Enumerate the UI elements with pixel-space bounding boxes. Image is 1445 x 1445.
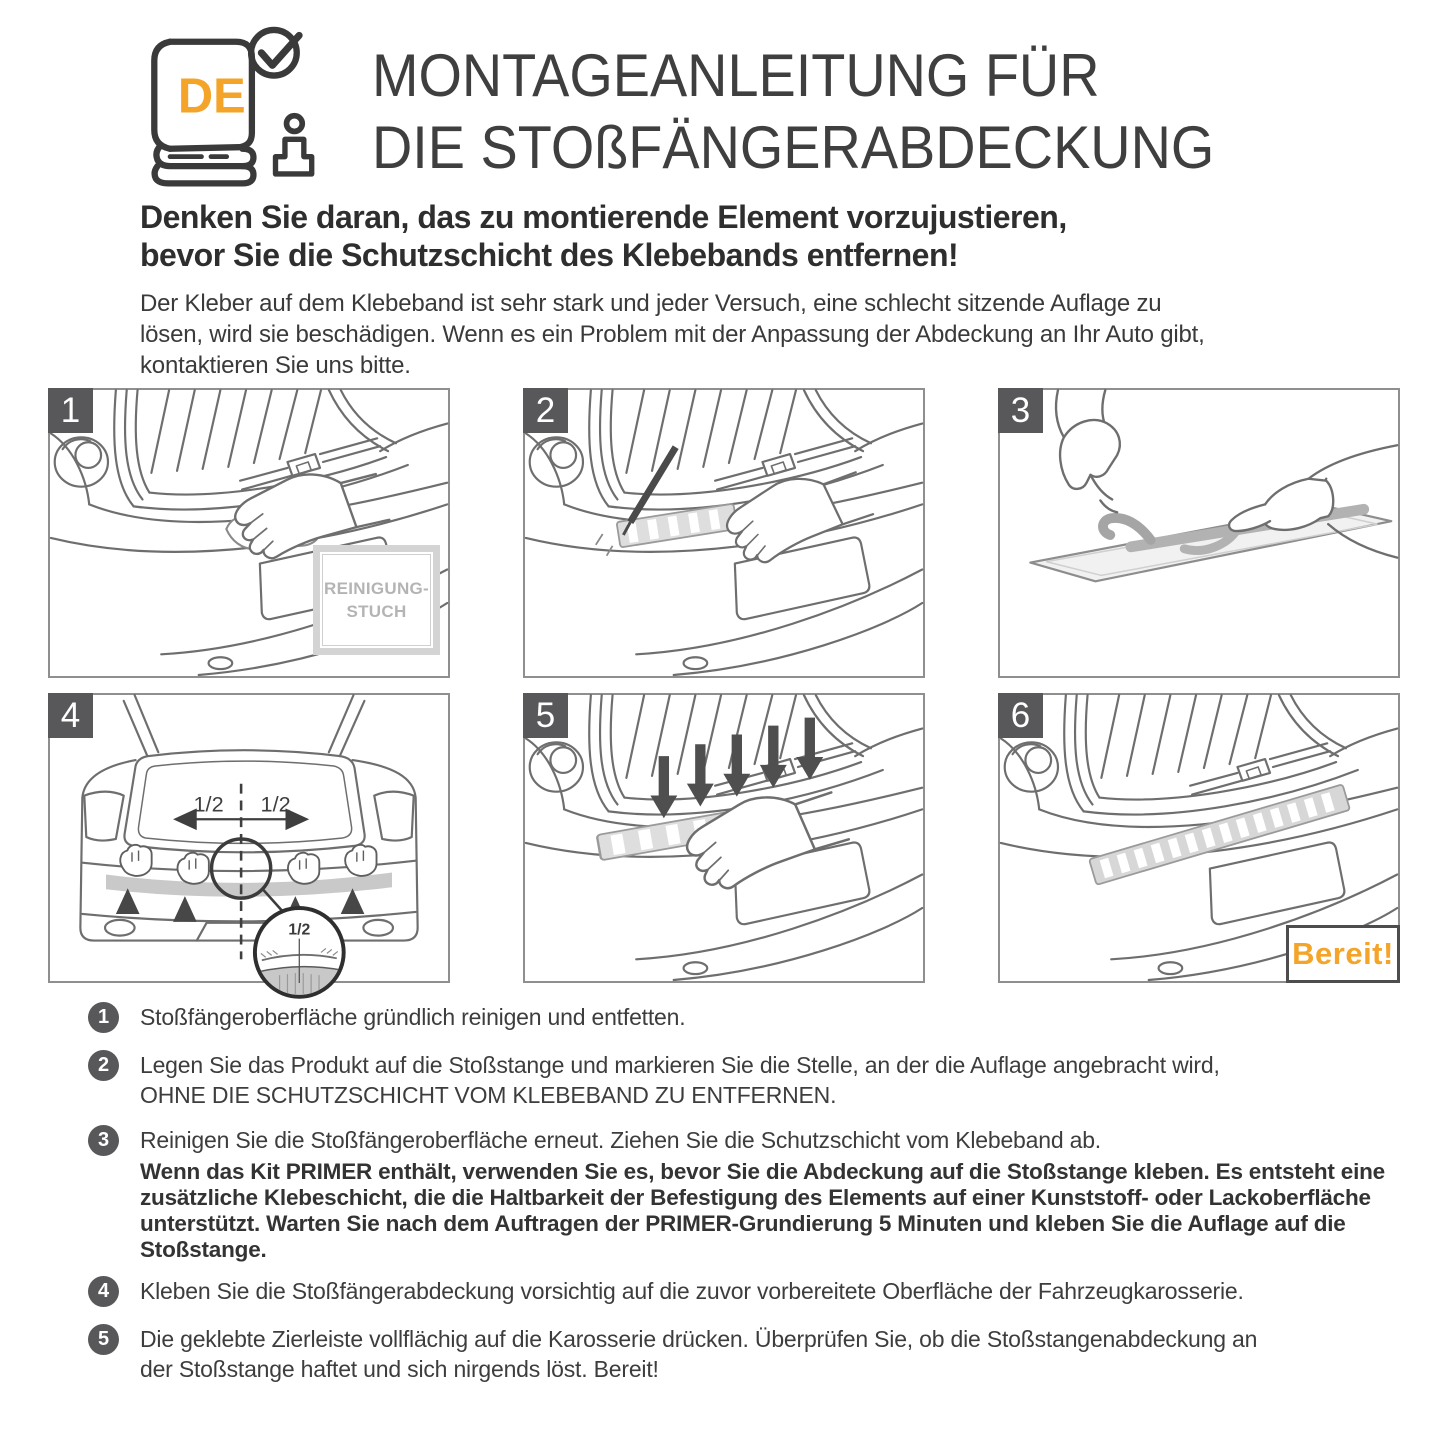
step-number-badge: 4 bbox=[88, 1276, 119, 1307]
step-text bbox=[140, 1125, 1390, 1263]
cleaning-cloth-label-line1: REINIGUNG- bbox=[324, 579, 429, 598]
intro-line3: kontaktieren Sie uns bitte. bbox=[140, 352, 411, 379]
primer-note: Wenn das Kit PRIMER enthält, verwenden Sie es, bevor Sie die Abdeckung auf die Stoßstange kleben. Es entsteht eine zusätzliche Klebeschicht, die die Haltbarkeit der Befestigung des Elements auf einer Kunststoff- oder Lackoberfläche unterstützt. Warten Sie nach dem Auftragen der PRIMER-Grundierung 5 Minuten und kleben Sie die Auflage auf die Stoßstange. bbox=[140, 1159, 1385, 1262]
panel-step-6 bbox=[998, 693, 1400, 983]
warning-text bbox=[140, 198, 1067, 274]
step-text: Die geklebte Zierleiste vollflächig auf die Karosserie drücken. Überprüfen Sie, ob die Stoßstangenabdeckung an der Stoßstange haftet und sich nirgends löst. Bereit! bbox=[140, 1326, 1258, 1382]
manual-book-icon bbox=[138, 26, 328, 196]
page-title-line2: DIE STOßFÄNGERABDECKUNG bbox=[372, 114, 1215, 181]
lang-code-label: DE bbox=[177, 69, 246, 124]
peel-tape-illustration bbox=[1000, 390, 1398, 676]
mark-position-illustration bbox=[525, 390, 923, 676]
panel-step-1 bbox=[48, 388, 450, 678]
step-item-3 bbox=[88, 1125, 1398, 1263]
cleaning-cloth-label-line2: STUCH bbox=[346, 602, 407, 621]
half-right-label: 1/2 bbox=[260, 791, 291, 817]
intro-line1: Der Kleber auf dem Klebeband ist sehr stark und jeder Versuch, eine schlecht sitzende Auflage zu bbox=[140, 290, 1162, 317]
warning-line2: bevor Sie die Schutzschicht des Klebebands entfernen! bbox=[140, 237, 959, 273]
panel-step-4 bbox=[48, 693, 450, 983]
magnifier-half-label: 1/2 bbox=[288, 921, 311, 939]
panel-number-badge: 6 bbox=[998, 693, 1043, 738]
center-alignment-illustration bbox=[50, 695, 448, 981]
step-text-line: Legen Sie das Produkt auf die Stoßstange und markieren Sie die Stelle, an der die Auflage angebracht wird, bbox=[140, 1052, 1220, 1078]
panel-step-5 bbox=[523, 693, 925, 983]
step-text-caps: OHNE DIE SCHUTZSCHICHT VOM KLEBEBAND ZU ENTFERNEN. bbox=[140, 1082, 837, 1108]
step-text: Stoßfängeroberfläche gründlich reinigen und entfetten. bbox=[140, 1004, 686, 1030]
intro-paragraph bbox=[140, 288, 1205, 381]
intro-line2: lösen, wird sie beschädigen. Wenn es ein Problem mit der Anpassung der Abdeckung an Ihr Auto gibt, bbox=[140, 321, 1205, 348]
panel-number-badge: 5 bbox=[523, 693, 568, 738]
half-left-label: 1/2 bbox=[193, 791, 224, 817]
step-item-4 bbox=[88, 1276, 1398, 1307]
step-number-badge: 1 bbox=[88, 1002, 119, 1033]
step-item-1 bbox=[88, 1002, 1398, 1033]
step-number-badge: 5 bbox=[88, 1324, 119, 1355]
panel-number-badge: 3 bbox=[998, 388, 1043, 433]
step-text-line: Reinigen Sie die Stoßfängeroberfläche erneut. Ziehen Sie die Schutzschicht vom Klebeband ab. bbox=[140, 1127, 1101, 1153]
step-text bbox=[140, 1050, 1390, 1110]
panel-step-3 bbox=[998, 388, 1400, 678]
instruction-steps bbox=[88, 1002, 1398, 1384]
step-item-5 bbox=[88, 1324, 1398, 1384]
cleaning-cloth-label bbox=[313, 545, 440, 655]
warning-line1: Denken Sie daran, das zu montierende Element vorzujustieren, bbox=[140, 199, 1067, 235]
step-item-2 bbox=[88, 1050, 1398, 1110]
step-number-badge: 2 bbox=[88, 1050, 119, 1081]
ready-label: Bereit! bbox=[1286, 925, 1400, 983]
panel-step-2 bbox=[523, 388, 925, 678]
panel-number-badge: 4 bbox=[48, 693, 93, 738]
page-title bbox=[372, 40, 1214, 184]
press-cover-illustration bbox=[525, 695, 923, 981]
step-number-badge: 3 bbox=[88, 1125, 119, 1156]
panel-number-badge: 2 bbox=[523, 388, 568, 433]
panel-number-badge: 1 bbox=[48, 388, 93, 433]
step-text: Kleben Sie die Stoßfängerabdeckung vorsichtig auf die zuvor vorbereitete Oberfläche der Fahrzeugkarosserie. bbox=[140, 1278, 1244, 1304]
page-title-line1: MONTAGEANLEITUNG FÜR bbox=[372, 42, 1100, 109]
